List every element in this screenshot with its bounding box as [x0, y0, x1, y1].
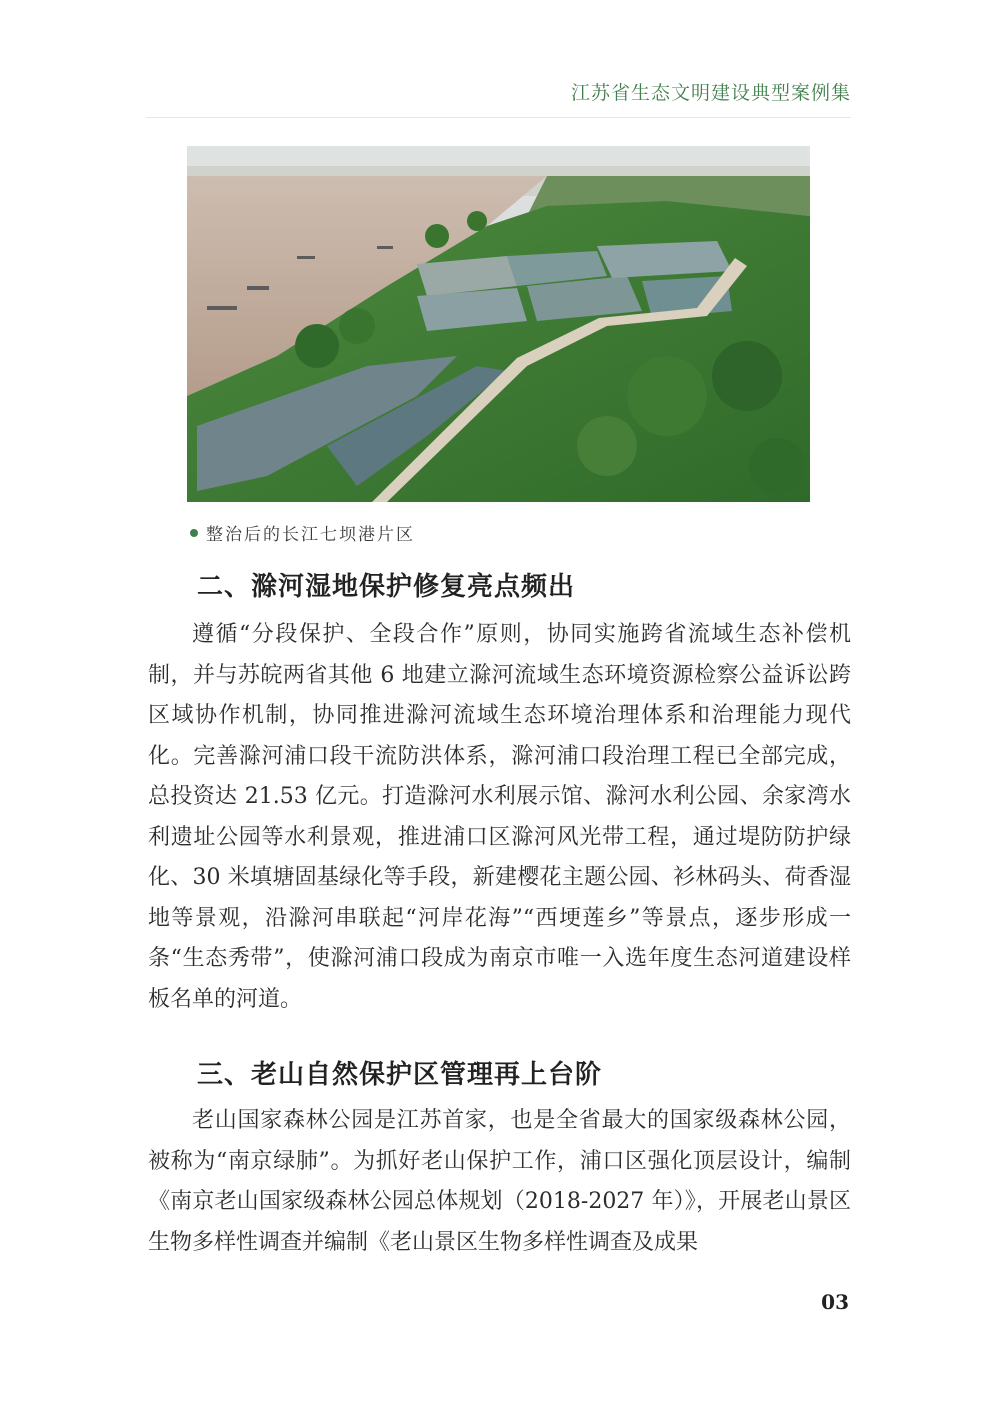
page-number: 03	[821, 1290, 849, 1314]
header-divider	[146, 117, 851, 118]
body-paragraph: 遵循“分段保护、全段合作”原则，协同实施跨省流域生态补偿机制，并与苏皖两省其他 6 地建立滁河流域生态环境资源检察公益诉讼跨区域协作机制，协同推进滁河流域生态环境治理体系和治理能力现代化。完善滁河浦口段干流防洪体系，滁河浦口段治理工程已全部完成，总投资达 21.53 亿元。打造滁河水利展示馆、滁河水利公园、余家湾水利遗址公园等水利景观，推进浦口区滁河风光带工程，通过堤防防护绿化、30 米填塘固基绿化等手段，新建樱花主题公园、衫林码头、荷香湿地等景观，沿滁河串联起“河岸花海”“西埂莲乡”等景点，逐步形成一条“生态秀带”，使滁河浦口段成为南京市唯一入选年度生态河道建设样板名单的河道。	[148, 622, 851, 1012]
aerial-wetland-photo	[187, 146, 810, 502]
caption-text: 整治后的长江七坝港片区	[206, 525, 415, 545]
running-header: 江苏省生态文明建设典型案例集	[570, 82, 851, 104]
caption-bullet-icon	[190, 529, 198, 537]
body-paragraph: 老山国家森林公园是江苏首家，也是全省最大的国家级森林公园，被称为“南京绿肺”。为抓好老山保护工作，浦口区强化顶层设计，编制《南京老山国家级森林公园总体规划（2018-2027 年）》，开展老山景区生物多样性调查并编制《老山景区生物多样性调查及成果	[148, 1108, 851, 1255]
section-heading: 二、滁河湿地保护修复亮点频出	[197, 572, 576, 602]
section-heading: 三、老山自然保护区管理再上台阶	[197, 1060, 603, 1090]
figure-caption	[190, 520, 415, 545]
